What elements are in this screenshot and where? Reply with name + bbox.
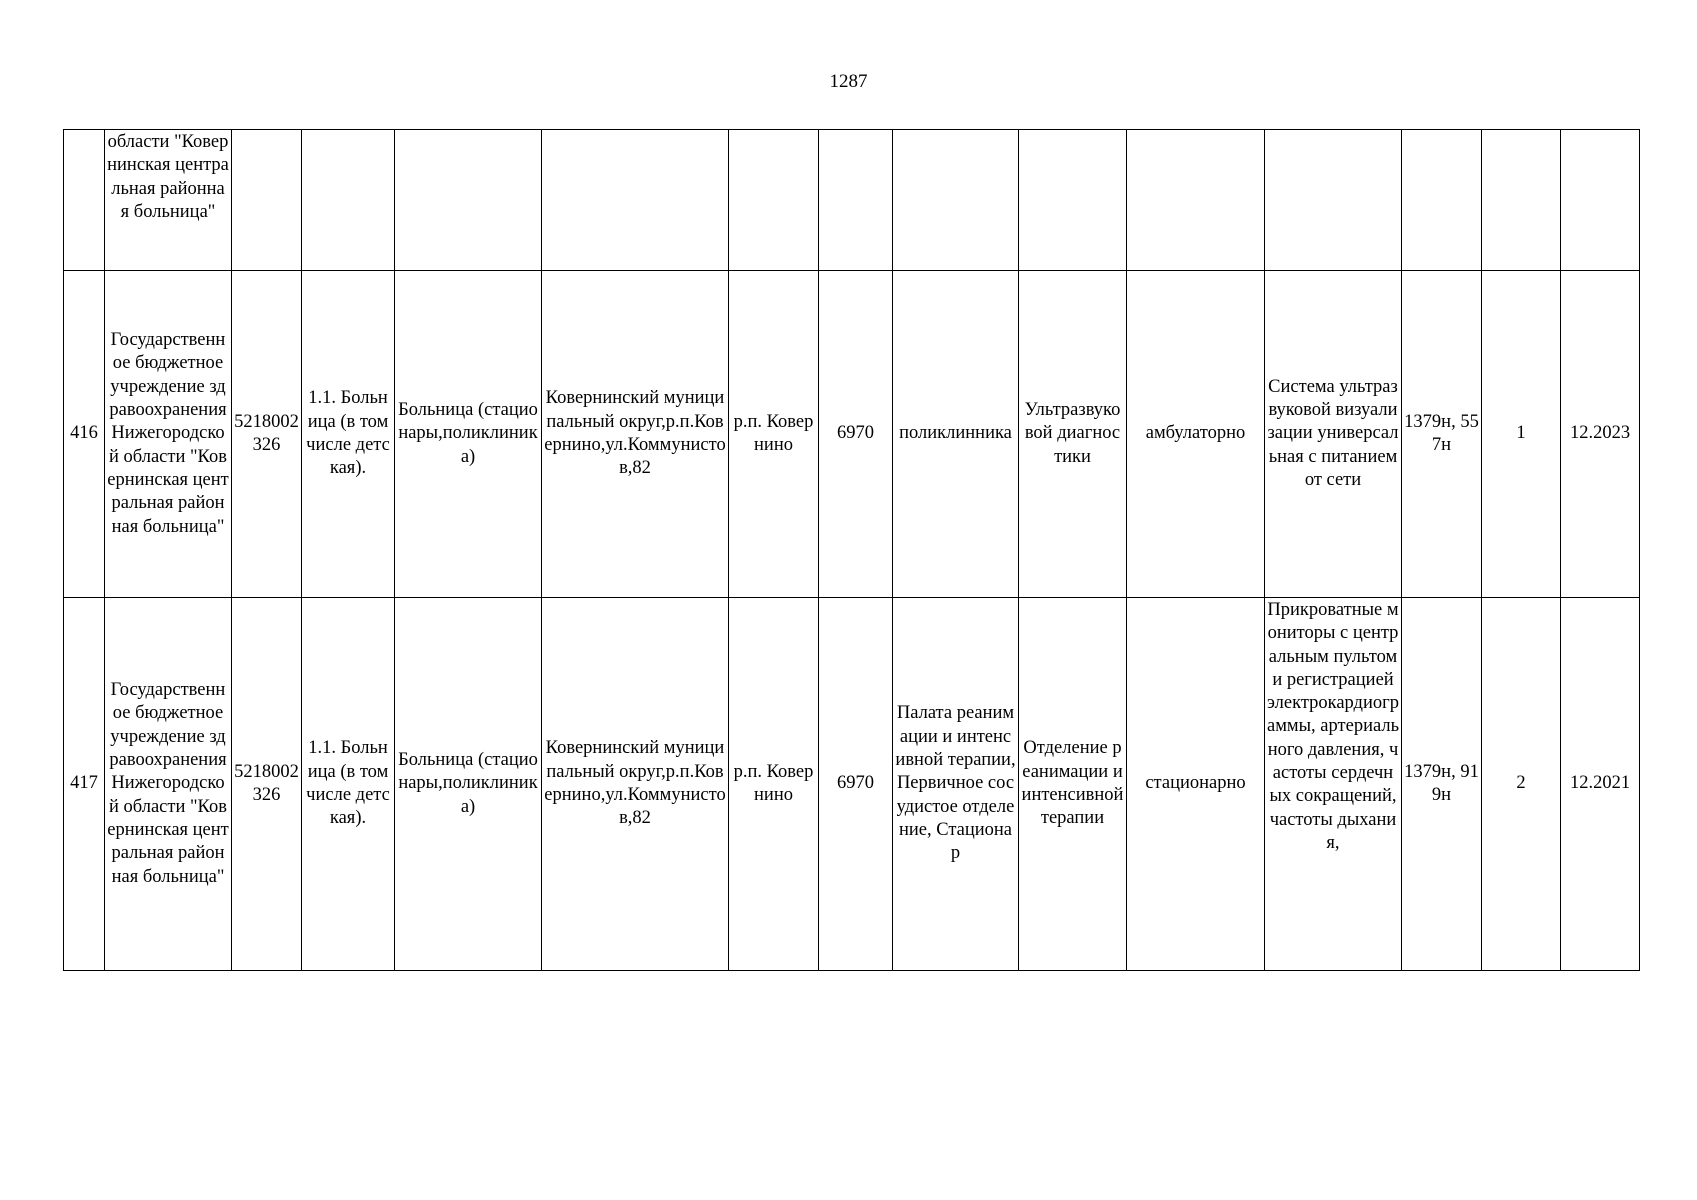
cell-quantity [1482, 130, 1561, 271]
cell-locality [729, 130, 819, 271]
cell-organization: Государственное бюджетное учреждение здравоохранения Нижегородской области "Ковернинская центральная районная больница" [105, 598, 232, 971]
cell-orders: 1379н, 557н [1402, 271, 1482, 598]
cell-orders [1402, 130, 1482, 271]
cell-type: Больница (стационары,поликлиника) [395, 271, 542, 598]
cell-category [302, 130, 395, 271]
table-row [64, 598, 1640, 971]
cell-number: 417 [64, 598, 105, 971]
cell-subdivision [893, 130, 1019, 271]
cell-type [395, 130, 542, 271]
table-row [64, 271, 1640, 598]
cell-code [819, 130, 893, 271]
cell-conditions: стационарно [1127, 598, 1265, 971]
cell-department: Ультразвуковой диагностики [1019, 271, 1127, 598]
cell-category: 1.1. Больница (в том числе детская). [302, 598, 395, 971]
cell-date [1561, 130, 1640, 271]
cell-department: Отделение реанимации и интенсивной терапии [1019, 598, 1127, 971]
cell-department [1019, 130, 1127, 271]
cell-inn: 5218002326 [232, 598, 302, 971]
cell-date: 12.2021 [1561, 598, 1640, 971]
cell-conditions: амбулаторно [1127, 271, 1265, 598]
cell-locality: р.п. Ковернино [729, 271, 819, 598]
cell-inn: 5218002326 [232, 271, 302, 598]
equipment-register-table [63, 129, 1640, 971]
cell-date: 12.2023 [1561, 271, 1640, 598]
cell-quantity: 1 [1482, 271, 1561, 598]
cell-address: Ковернинский муниципальный округ,р.п.Ковернино,ул.Коммунистов,82 [542, 598, 729, 971]
cell-equipment: Система ультразвуковой визуализации универсальная с питанием от сети [1265, 271, 1402, 598]
cell-number [64, 130, 105, 271]
cell-subdivision: Палата реанимации и интенсивной терапии, Первичное сосудистое отделение, Стационар [893, 598, 1019, 971]
cell-quantity: 2 [1482, 598, 1561, 971]
cell-locality: р.п. Ковернино [729, 598, 819, 971]
cell-subdivision: поликлинника [893, 271, 1019, 598]
cell-number: 416 [64, 271, 105, 598]
cell-organization: Государственное бюджетное учреждение здравоохранения Нижегородской области "Ковернинская центральная районная больница" [105, 271, 232, 598]
cell-equipment [1265, 130, 1402, 271]
cell-conditions [1127, 130, 1265, 271]
cell-code: 6970 [819, 271, 893, 598]
cell-organization: области "Ковернинская центральная районная больница" [105, 130, 232, 271]
cell-address [542, 130, 729, 271]
cell-orders: 1379н, 919н [1402, 598, 1482, 971]
cell-code: 6970 [819, 598, 893, 971]
cell-category: 1.1. Больница (в том числе детская). [302, 271, 395, 598]
cell-equipment: Прикроватные мониторы с центральным пультом и регистрацией электрокардиограммы, артериального давления, частоты сердечных сокращений, частоты дыхания, [1265, 598, 1402, 971]
page-number: 1287 [829, 71, 868, 92]
cell-address: Ковернинский муниципальный округ,р.п.Ковернино,ул.Коммунистов,82 [542, 271, 729, 598]
table-row [64, 130, 1640, 271]
cell-inn [232, 130, 302, 271]
cell-type: Больница (стационары,поликлиника) [395, 598, 542, 971]
